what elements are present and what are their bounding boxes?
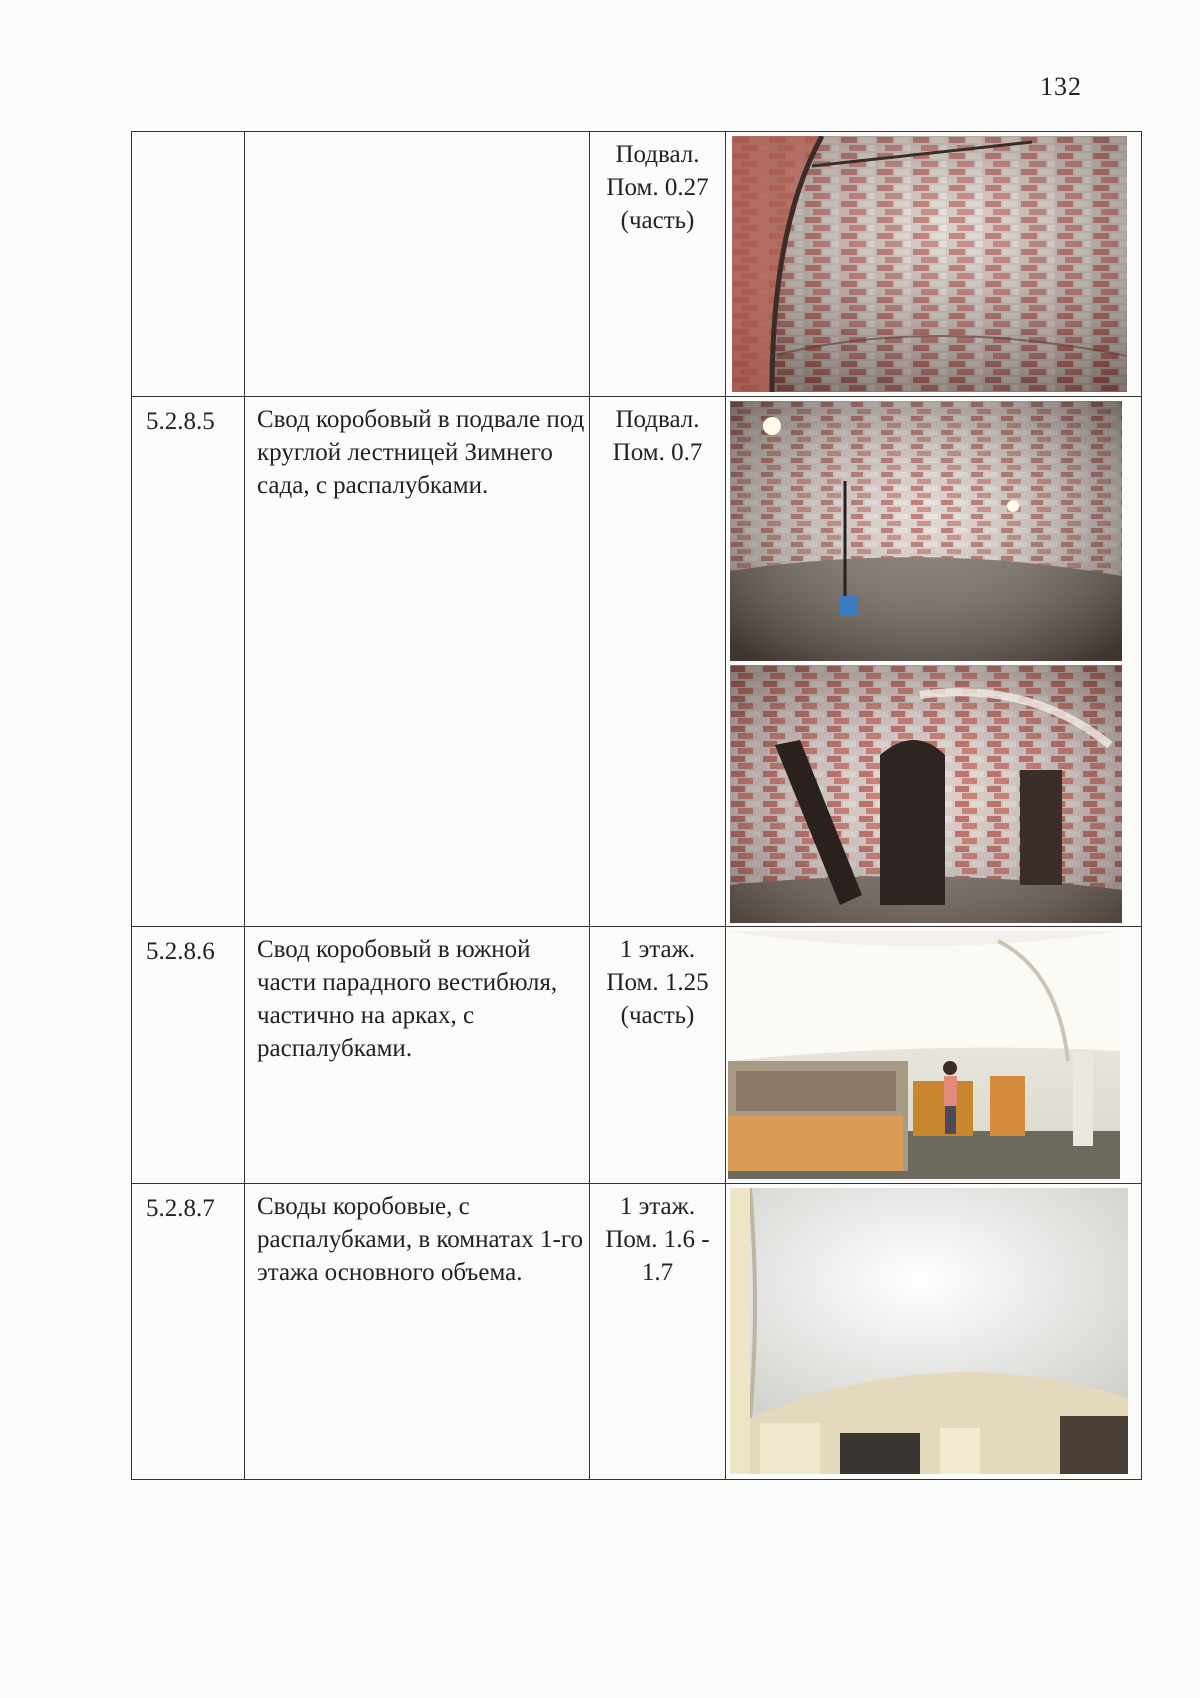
location-line: 1.7 bbox=[641, 1259, 674, 1286]
description-cell bbox=[244, 131, 589, 397]
table-row bbox=[131, 1184, 1142, 1480]
item-number-cell bbox=[131, 131, 244, 397]
location-line: Пом. 0.7 bbox=[612, 439, 703, 466]
item-number-cell: 5.2.8.5 bbox=[131, 397, 244, 927]
photo-cell bbox=[725, 397, 1142, 927]
table-row bbox=[131, 131, 1142, 397]
description-cell: Свод коробовый в южной части парадного вестибюля, частично на арках, с распалубками. bbox=[244, 927, 589, 1184]
vault-inventory-table bbox=[131, 131, 1142, 1480]
description-cell: Свод коробовый в подвале под круглой лестницей Зимнего сада, с распалубками. bbox=[244, 397, 589, 927]
page-number: 132 bbox=[1040, 72, 1082, 101]
table-row bbox=[131, 397, 1142, 927]
item-number-cell: 5.2.8.7 bbox=[131, 1184, 244, 1480]
location-line: (часть) bbox=[620, 207, 695, 234]
location-line: (часть) bbox=[620, 1002, 695, 1029]
photo-cell bbox=[725, 1184, 1142, 1480]
location-cell bbox=[589, 927, 725, 1184]
table-row bbox=[131, 927, 1142, 1184]
location-cell bbox=[589, 397, 725, 927]
white-vault-room-photo bbox=[730, 1188, 1128, 1474]
location-line: Пом. 1.25 bbox=[606, 969, 709, 996]
location-line: Подвал. bbox=[615, 141, 700, 168]
item-number-cell: 5.2.8.6 bbox=[131, 927, 244, 1184]
photo-cell bbox=[725, 927, 1142, 1184]
location-cell bbox=[589, 131, 725, 397]
location-line: 1 этаж. bbox=[619, 1193, 696, 1220]
location-cell bbox=[589, 1184, 725, 1480]
location-line: Подвал. bbox=[615, 406, 700, 433]
location-line: Пом. 0.27 bbox=[606, 174, 709, 201]
location-line: 1 этаж. bbox=[619, 936, 696, 963]
vault-doorways-photo bbox=[730, 665, 1122, 923]
location-line: Пом. 1.6 - bbox=[605, 1226, 710, 1253]
museum-vestibule-photo bbox=[728, 931, 1120, 1179]
photo-cell bbox=[725, 131, 1142, 397]
basement-corridor-photo bbox=[730, 401, 1122, 661]
brick-vault-photo bbox=[732, 136, 1127, 392]
description-cell: Своды коробовые, с распалубками, в комнатах 1-го этажа основного объема. bbox=[244, 1184, 589, 1480]
